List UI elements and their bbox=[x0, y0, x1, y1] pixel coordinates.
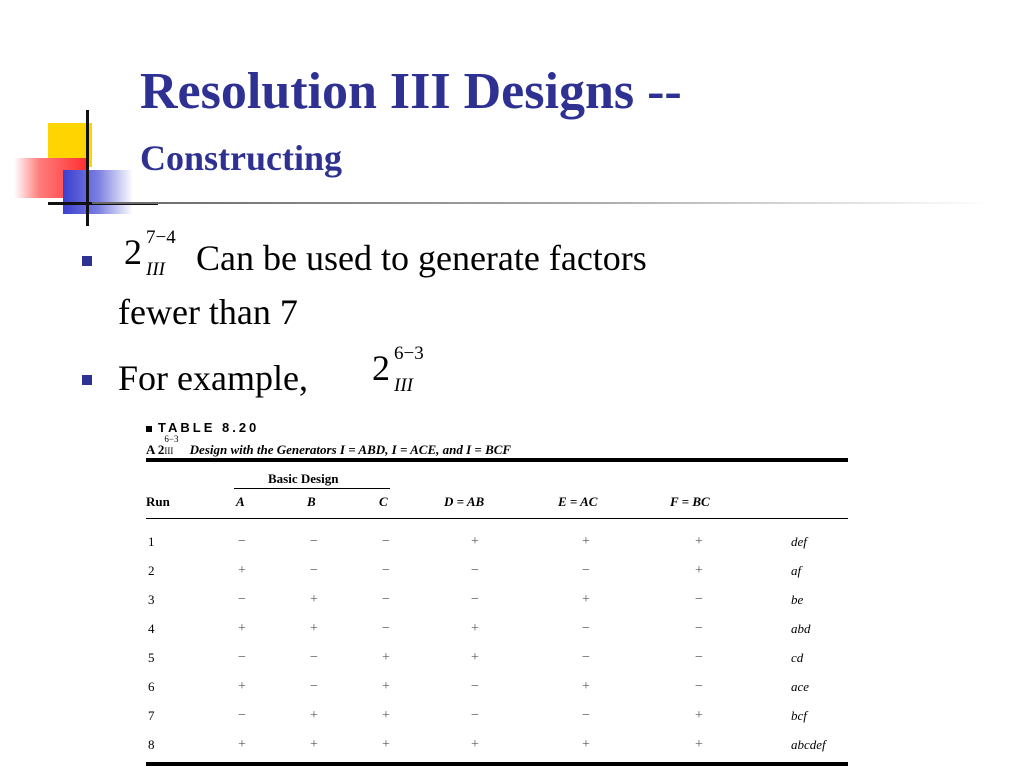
sign-cell: − bbox=[310, 534, 318, 549]
logo-blue-square bbox=[63, 170, 133, 214]
sign-cell: − bbox=[471, 592, 479, 607]
sign-cell: + bbox=[238, 737, 246, 752]
sign-cell: − bbox=[695, 679, 703, 694]
sign-cell: − bbox=[238, 650, 246, 665]
sign-cell: − bbox=[238, 592, 246, 607]
bullet-marker bbox=[82, 256, 92, 266]
sign-cell: + bbox=[310, 621, 318, 636]
sign-cell: − bbox=[582, 563, 590, 578]
run-number-cell: 2 bbox=[148, 563, 155, 578]
logo-vertical-line bbox=[86, 110, 89, 226]
run-number-cell: 6 bbox=[148, 679, 155, 694]
math-superscript: 7−4 bbox=[146, 227, 176, 248]
sign-cell: + bbox=[582, 679, 590, 694]
sign-cell: − bbox=[310, 563, 318, 578]
sign-cell: − bbox=[582, 621, 590, 636]
sign-cell: − bbox=[695, 592, 703, 607]
run-number-cell: 4 bbox=[148, 621, 155, 636]
table-bottom-rule bbox=[146, 762, 848, 766]
run-number-cell: 3 bbox=[148, 592, 155, 607]
sign-cell: + bbox=[382, 650, 390, 665]
column-header: B bbox=[307, 494, 316, 509]
sign-cell: − bbox=[695, 650, 703, 665]
sign-cell: − bbox=[582, 708, 590, 723]
sign-cell: + bbox=[471, 534, 479, 549]
sign-cell: − bbox=[310, 650, 318, 665]
table-top-rule bbox=[146, 458, 848, 462]
math-superscript: 6−3 bbox=[394, 343, 424, 364]
slide-subtitle: Constructing bbox=[140, 138, 343, 178]
treatment-combination-cell: af bbox=[791, 563, 802, 578]
bullet-marker bbox=[82, 375, 92, 385]
math-base: 2 bbox=[124, 232, 142, 272]
treatment-combination-cell: bcf bbox=[791, 708, 807, 723]
math-subscript: III bbox=[146, 259, 165, 280]
column-header: C bbox=[379, 494, 388, 509]
treatment-combination-cell: be bbox=[791, 592, 804, 607]
column-header: A bbox=[236, 494, 245, 509]
group-underline bbox=[234, 488, 390, 489]
table-label: TABLE 8.20 bbox=[146, 420, 259, 435]
run-number-cell: 1 bbox=[148, 534, 155, 549]
sign-cell: − bbox=[238, 708, 246, 723]
column-header: Run bbox=[146, 494, 170, 509]
sign-cell: + bbox=[310, 737, 318, 752]
sign-cell: + bbox=[382, 708, 390, 723]
math-base: 2 bbox=[372, 348, 390, 388]
run-number-cell: 7 bbox=[148, 708, 155, 723]
treatment-combination-cell: abcdef bbox=[791, 737, 826, 752]
sign-cell: − bbox=[382, 621, 390, 636]
sign-cell: + bbox=[471, 650, 479, 665]
run-number-cell: 5 bbox=[148, 650, 155, 665]
sign-cell: − bbox=[382, 592, 390, 607]
math-subscript: III bbox=[394, 375, 413, 396]
bullet-text: Can be used to generate factors bbox=[196, 238, 647, 278]
sign-cell: + bbox=[695, 534, 703, 549]
group-header: Basic Design bbox=[268, 471, 339, 486]
sign-cell: + bbox=[695, 737, 703, 752]
title-rule bbox=[92, 202, 992, 204]
sign-cell: − bbox=[382, 534, 390, 549]
sign-cell: − bbox=[471, 563, 479, 578]
sign-cell: + bbox=[582, 737, 590, 752]
sign-cell: − bbox=[471, 708, 479, 723]
bullet-text-continued: fewer than 7 bbox=[118, 292, 298, 332]
sign-cell: − bbox=[471, 679, 479, 694]
sign-cell: + bbox=[382, 737, 390, 752]
sign-cell: + bbox=[310, 708, 318, 723]
column-header: D = AB bbox=[444, 494, 485, 509]
sign-cell: − bbox=[582, 650, 590, 665]
treatment-combination-cell: ace bbox=[791, 679, 810, 694]
table-caption: A 2 6−3 III Design with the Generators I = ABD, I = ACE, and I = BCF bbox=[146, 434, 512, 457]
sign-cell: + bbox=[238, 621, 246, 636]
sign-cell: − bbox=[382, 563, 390, 578]
math-expression bbox=[372, 344, 442, 404]
sign-cell: + bbox=[695, 563, 703, 578]
treatment-combination-cell: def bbox=[791, 534, 807, 549]
sign-cell: + bbox=[238, 563, 246, 578]
design-table bbox=[146, 416, 848, 768]
run-number-cell: 8 bbox=[148, 737, 155, 752]
sign-cell: + bbox=[471, 737, 479, 752]
sign-cell: + bbox=[382, 679, 390, 694]
sign-cell: + bbox=[310, 592, 318, 607]
sign-cell: + bbox=[238, 679, 246, 694]
sign-cell: + bbox=[695, 708, 703, 723]
treatment-combination-cell: cd bbox=[791, 650, 804, 665]
math-expression bbox=[124, 228, 194, 288]
bullet-text: For example, bbox=[118, 358, 308, 398]
sign-cell: + bbox=[471, 621, 479, 636]
sign-cell: − bbox=[310, 679, 318, 694]
sign-cell: − bbox=[695, 621, 703, 636]
sign-cell: − bbox=[238, 534, 246, 549]
slide-title: Resolution III Designs -- bbox=[140, 63, 682, 120]
treatment-combination-cell: abd bbox=[791, 621, 811, 636]
column-header: E = AC bbox=[558, 494, 598, 509]
sign-cell: + bbox=[582, 592, 590, 607]
header-rule bbox=[146, 518, 848, 519]
column-header: F = BC bbox=[670, 494, 710, 509]
sign-cell: + bbox=[582, 534, 590, 549]
